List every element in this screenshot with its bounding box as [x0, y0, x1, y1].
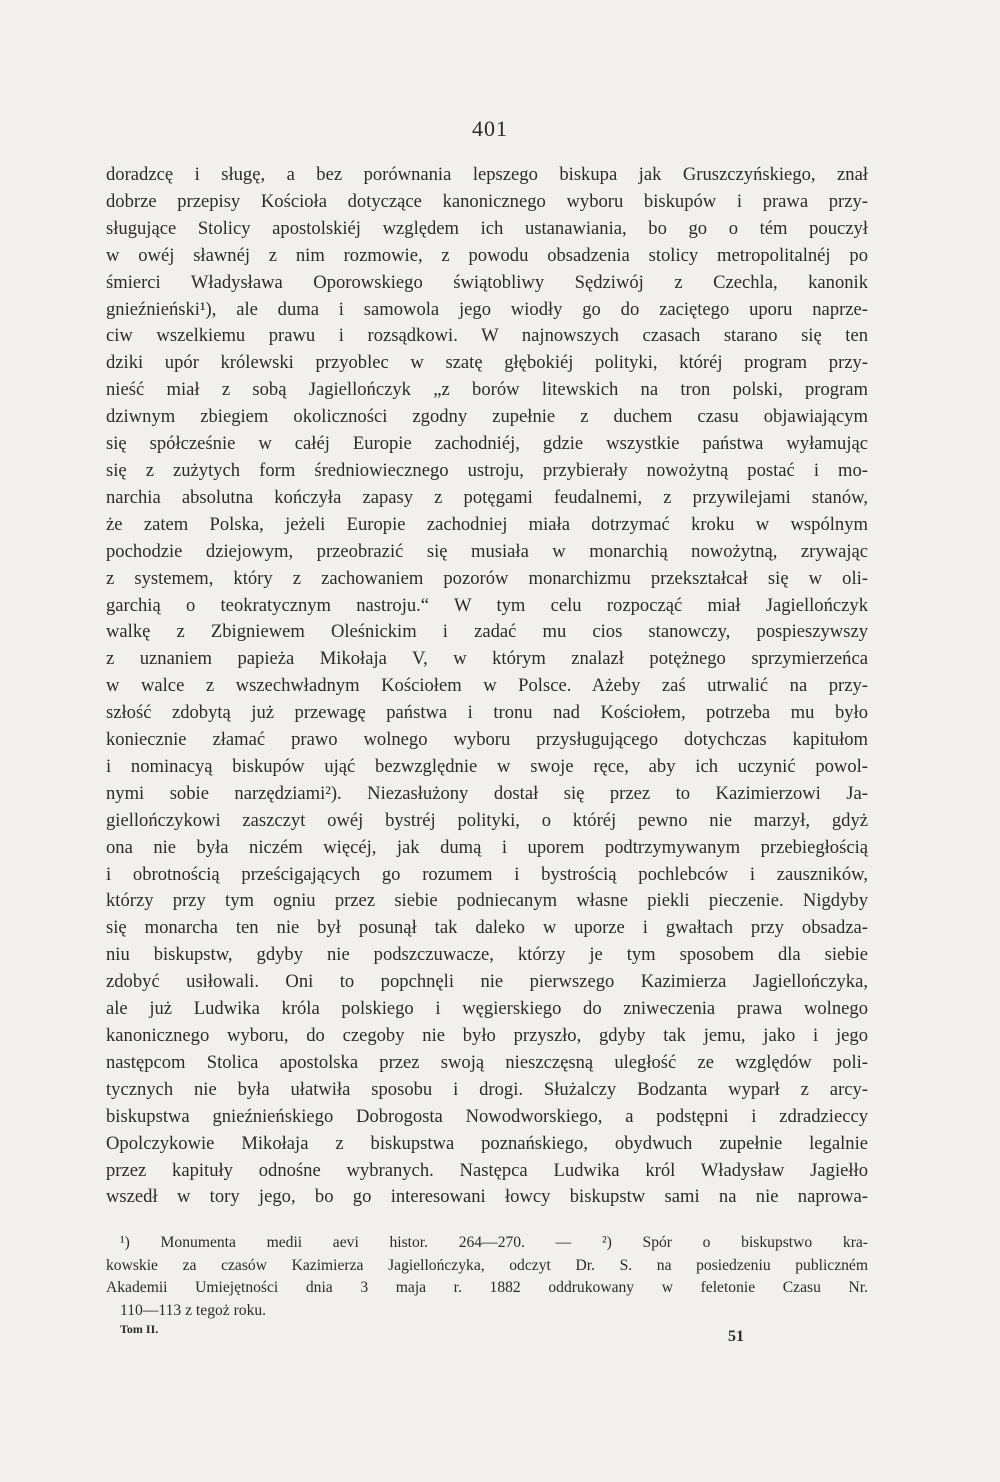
footnote-line: 110—113 z tegoż roku.: [120, 1301, 267, 1319]
text-line: ona nie była niczém więcéj, jak dumą i uporem podtrzymywanym przebiegłością: [106, 836, 868, 858]
text-line: się z zużytych form średniowiecznego ustroju, przybierały nowożytną postać i mo-: [106, 459, 868, 481]
text-line: szłość zdobytą już przewagę państwa i tronu nad Kościołem, potrzeba mu było: [106, 702, 868, 724]
volume-signature: Tom II.: [120, 1322, 159, 1336]
footnote-line: kowskie za czasów Kazimierza Jagiellończyka, odczyt Dr. S. na posiedzeniu publiczném: [106, 1256, 868, 1274]
text-line: garchią o teokratycznym nastroju.“ W tym celu rozpocząć miał Jagiellończyk: [106, 594, 868, 616]
text-line: ciw wszelkiemu prawu i rozsądkowi. W najnowszych czasach starano się ten: [106, 325, 868, 347]
footnote-line: ¹) Monumenta medii aevi histor. 264—270. — ²) Spór o biskupstwo kra-: [120, 1234, 868, 1251]
text-line: nieść miał z sobą Jagiellończyk „z borów litewskich na tron polski, program: [106, 379, 868, 401]
text-line: biskupstwa gnieźnieńskiego Dobrogosta Nowodworskiego, a podstępni i zdradzieccy: [106, 1105, 868, 1127]
text-line: przez kapituły odnośne wybranych. Następca Ludwika król Władysław Jagiełło: [106, 1159, 868, 1181]
text-line: z uznaniem papieża Mikołaja V, w którym znalazł potężnego sprzymierzeńca: [106, 648, 868, 670]
text-line: dziwnym zbiegiem okoliczności zgodny zupełnie z duchem czasu objawiającym: [106, 406, 868, 428]
body-text: [106, 162, 868, 1211]
text-line: z systemem, który z zachowaniem pozorów monarchizmu przekształcał się w oli-: [106, 567, 868, 589]
text-line: walkę z Zbigniewem Oleśnickim i zadać mu cios stanowczy, pospieszywszy: [106, 621, 868, 643]
text-line: narchia absolutna kończyła zapasy z potęgami feudalnemi, z przywilejami stanów,: [106, 486, 868, 508]
text-line: sługujące Stolicy apostolskiéj względem ich ustanawiania, bo go o tém pouczył: [106, 217, 868, 239]
text-line: ale już Ludwika króla polskiego i węgierskiego do zniweczenia prawa wolnego: [106, 998, 868, 1020]
text-line: doradzcę i sługę, a bez porównania lepszego biskupa jak Gruszczyńskiego, znał: [106, 164, 868, 185]
text-line: kanonicznego wyboru, do czegoby nie było przyszło, gdyby tak jemu, jako i jego: [106, 1025, 868, 1046]
text-line: nymi sobie narzędziami²). Niezasłużony dostał się przez to Kazimierzowi Ja-: [106, 782, 868, 804]
page-number: 401: [472, 116, 508, 141]
text-line: śmierci Władysława Oporowskiego świątobliwy Sędziwój z Czechla, kanonik: [106, 271, 868, 293]
text-line: następcom Stolica apostolska przez swoją nieszczęsną uległość ze względów poli-: [106, 1051, 868, 1073]
footnotes: [106, 1232, 868, 1322]
text-line: w owéj sławnéj z nim rozmowie, z powodu obsadzenia stolicy metropolitalnéj po: [106, 244, 868, 266]
text-line: i nominacyą biskupów ująć bezwzględnie w swoje ręce, aby ich uczynić powol-: [106, 755, 868, 777]
text-line: tycznych nie była ułatwiła sposobu i drogi. Służalczy Bodzanta wyparł z arcy-: [106, 1078, 868, 1100]
text-line: koniecznie złamać prawo wolnego wyboru przysługującego dotychczas kapitułom: [106, 729, 868, 751]
text-line: dziki upór królewski przyoblec w szatę głębokiéj polityki, któréj program przy-: [106, 352, 868, 374]
text-line: zdobyć usiłowali. Oni to popchnęli nie pierwszego Kazimierza Jagiellończyka,: [106, 971, 868, 993]
text-line: giellończykowi zaszczyt owéj bystréj polityki, o któréj pewno nie marzył, gdyż: [106, 809, 868, 831]
text-line: niu biskupstw, gdyby nie podszczuwacze, którzy je tym sposobem dla siebie: [106, 944, 868, 966]
text-line: że zatem Polska, jeżeli Europie zachodniej miała dotrzymać kroku w wspólnym: [106, 513, 868, 535]
sheet-number: 51: [728, 1328, 744, 1345]
text-line: którzy przy tym ogniu przez siebie podniecanym własne piekli pieczenie. Nigdyby: [106, 890, 868, 912]
text-line: gnieźnieński¹), ale duma i samowola jego wiodły go do zaciętego uporu naprze-: [106, 298, 868, 320]
text-line: się monarcha ten nie był posunął tak daleko w uporze i gwałtach przy obsadza-: [106, 917, 868, 939]
text-line: się spółcześnie w całéj Europie zachodniéj, gdzie wszystkie państwa wyłamując: [106, 433, 868, 455]
footnote-line: Akademii Umiejętności dnia 3 maja r. 1882 oddrukowany w feletonie Czasu Nr.: [106, 1279, 868, 1296]
text-line: wszedł w tory jego, bo go interesowani łowcy biskupstw sami na nie naprowa-: [106, 1186, 868, 1208]
text-line: i obrotnością prześcigających go rozumem i bystrością pochlebców i zauszników,: [106, 863, 868, 885]
text-line: Opolczykowie Mikołaja z biskupstwa poznańskiego, obydwuch zupełnie legalnie: [106, 1132, 868, 1154]
text-line: w walce z wszechwładnym Kościołem w Polsce. Ażeby zaś utrwalić na przy-: [106, 675, 868, 697]
text-line: pochodzie dziejowym, przeobrazić się musiała w monarchią nowożytną, zrywając: [106, 540, 868, 562]
text-line: dobrze przepisy Kościoła dotyczące kanonicznego wyboru biskupów i prawa przy-: [106, 190, 868, 212]
